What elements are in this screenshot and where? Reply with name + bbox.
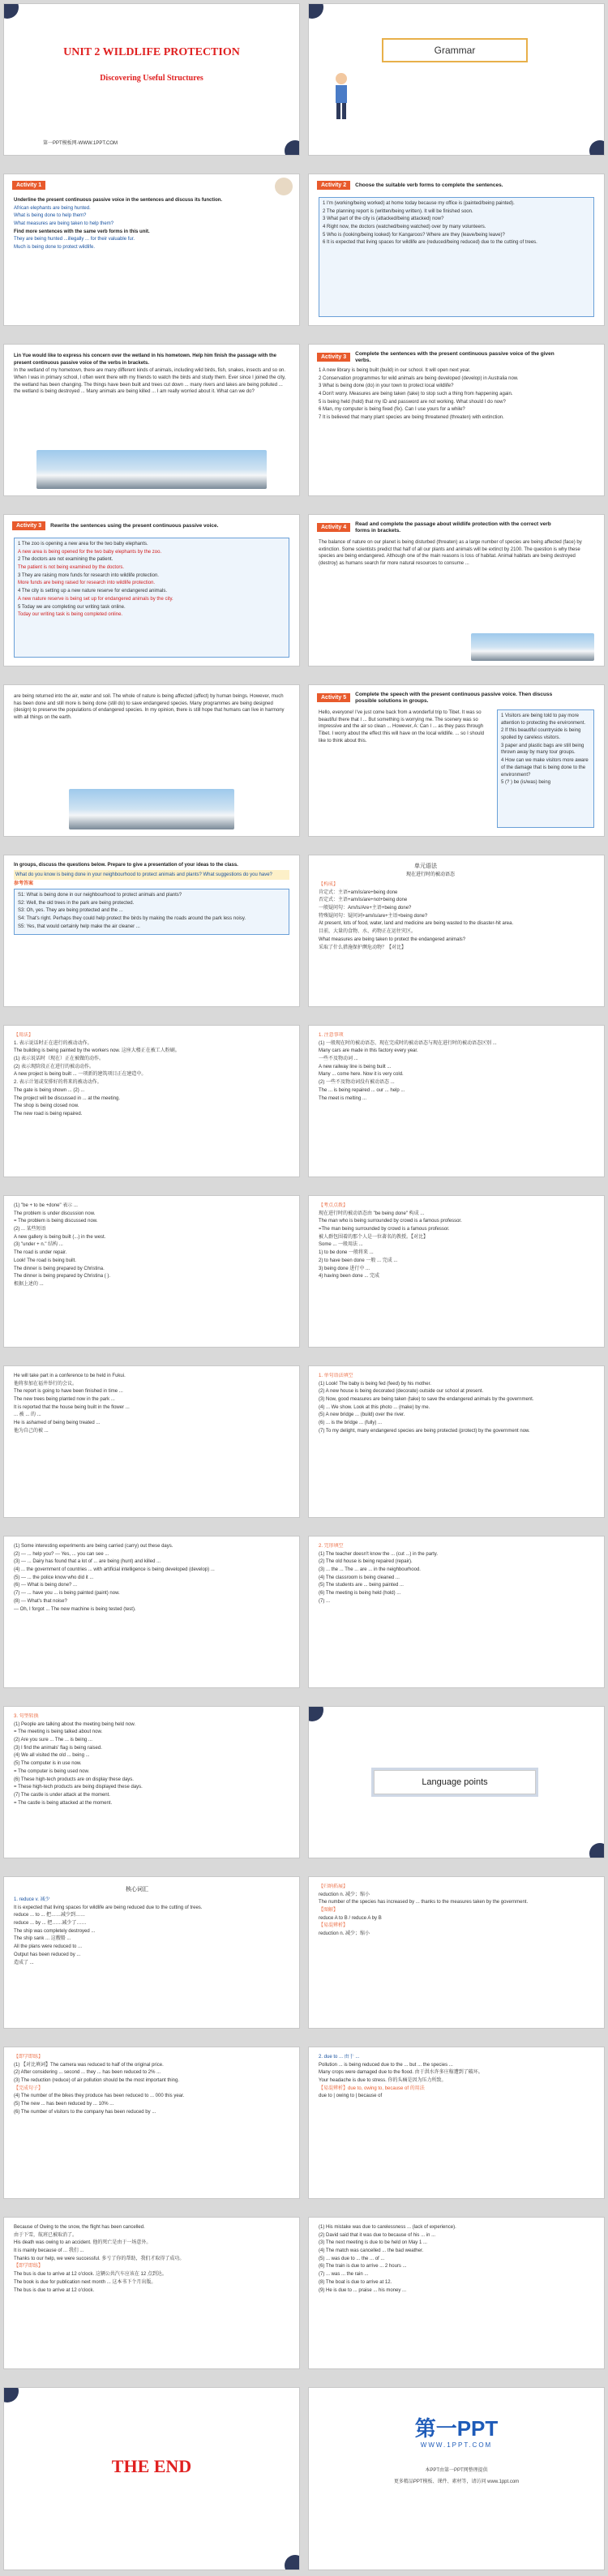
speech-text: Hello, everyone! I've just come back from a wonderful trip to Tibet. It was so beautiful there that I ... But something is worrying me. The scenery was so impressive and the air so clean ... However, A: Can I ... as they pass through Tibet. I worry about the effect this will have on the local wildlife. ... so I should like to think about this. [319,710,485,744]
text-line: 1. reduce v. 减少 [14,1897,50,1902]
text-line: 一些不及物动词 ... [319,1057,358,1062]
passage1-slide [3,344,300,496]
text-line: (1) 一般现在时的被动语态、现在完成时的被动语态与现在进行时的被动语态区别 ... [319,1040,497,1046]
text-line: 【构成】 [319,882,339,887]
activity3b-slide [3,514,300,667]
text-line: 4 How can we make visitors more aware of the damage that is being done to the environment? [501,758,589,778]
text-line: 2) to have been done 一般 ... 完成 ... [319,1258,398,1263]
text-line: It is reported that the house being built in the flower ... [14,1404,130,1410]
text-line: The problem is under discussion now. [14,1211,96,1216]
passage-text: The balance of nature on our planet is being disturbed (threaten) as a large number of species are being affected (face) by extinction. Some scientists predict that half of all our plants and animals will be extinct by 2100. The question is why these species are being endangered. Although one of the main reasons is loss of habitat. Animal habitats are being destroyed (destroy) as humans search for more natural resources to consume ... [319,540,582,567]
sentences-slide [3,1365,300,1518]
wetland-photo [36,450,267,489]
text-line: (2) After considering ... second ... they ... has been reduced to 2% ... [14,2070,161,2076]
text-line: 由于下雪，航班已被取消了。 [14,2232,78,2238]
text-line: 5 (? ) be (is/was) being [501,780,551,786]
text-line: The new road is being repaired. [14,1111,83,1117]
text-line: (4) The match was cancelled ... the bad weather. [319,2248,424,2254]
text-line: (3) "under + n." 结构 ... [14,1242,63,1248]
text-line: (4) The number of the bikes they produce has been reduced to ... 000 this year. [14,2094,185,2099]
usage2-slide [3,1195,300,1348]
activity-tag: Activity 5 [317,693,350,702]
text-line: (6) --- What is being done? ... [14,1583,78,1588]
vocab-slide [3,1876,300,2029]
decor-dot [285,140,300,156]
text-line: The bus is due to arrive at 12 o'clock. [14,2287,95,2293]
text-line: 2 If this beautiful countryside is being spoiled by careless visitors. [501,728,581,741]
ref-label: 参考答案 [14,881,34,887]
exercise1-slide [308,1365,605,1518]
text-line: Look! The road is being built. [14,1258,76,1263]
text-line: (4) ... We show. Look at this photo ... (make) by me. [319,1404,430,1410]
answer-line: More funds are being raised for research into wildlife protection. [18,581,156,586]
text-line: (2) ... 某些短语 [14,1227,46,1232]
text-line: 2. due to ... 由于 ... [319,2055,360,2060]
text-line: = The castle is being attacked at the moment. [14,1800,113,1806]
text-line: 1) to be done 一般将来 ... [319,1250,374,1256]
answer-line: The patient is not being examined by the doctors. [18,565,125,571]
text-line: The ship sank ... 这艘船 ... [14,1936,71,1942]
end-title: THE END [111,2456,192,2476]
text-line: 5 Today we are completing our writing task online. [18,604,126,610]
text-line: Your headache is due to stress. 你的头痛是因为压力所致。 [319,2078,447,2084]
decor-dot [308,1706,323,1721]
activity-tag: Activity 3 [12,521,45,530]
exercise2-right-slide [308,1536,605,1688]
text-line: (1) Some interesting experiments are being carried (carry) out these days. [14,1544,173,1549]
text-line: Some ... 一般用法 ... [319,1242,363,1248]
activity-title: Choose the suitable verb forms to complete the sentences. [355,182,503,188]
text-line: (3) Now, good measures are being taken (take) to save the endangered animals by the government. [319,1397,534,1403]
text-line: (4) ... the government of countries ... with artificial intelligence is being developed (develop) ... [14,1567,215,1573]
text-line: A new railway line is being built ... [319,1064,392,1069]
text-line: (5) The computer is in use now. [14,1761,82,1767]
decor-dot [589,1843,605,1858]
passage-title: Lin Yue would like to express his concern over the wetland in his hometown. Help him finish the passage with the present continuous passive voice of the verbs in brackets. [14,354,276,366]
text-line: The ship was completely destroyed ... [14,1928,96,1934]
text-line: Find more sentences with the same verb forms in this unit. [14,229,150,234]
brand-slide [308,2387,605,2570]
text-line: reduce A to B / reduce A by B [319,1915,382,1921]
text-line: What measures are being taken to protect the endangered animals? [319,937,466,942]
text-line: The ... is being repaired ... our ... help ... [319,1087,405,1093]
activity3-slide [308,344,605,496]
text-line: (7) To my delight, many endangered species are being protected (protect) by the government now. [319,1428,530,1434]
text-line: The dinner is being prepared by Christina ( ). [14,1274,111,1279]
text-line: Because of Owing to the snow, the flight has been cancelled. [14,2225,145,2230]
text-line: (1) 【对比填词】The camera was reduced to half of the original price. [14,2062,164,2068]
text-line: (9) He is due to ... praise ... his money ... [319,2287,407,2293]
text-line: All the plans were reduced to ... [14,1944,83,1950]
section-header: 核心词汇 [126,1887,148,1892]
text-line: The number of the species has increased by ... thanks to the measures taken by the government. [319,1900,529,1905]
text-line: = The computer is being used now. [14,1768,90,1774]
text-line: (6) ... is the bridge ... (fully) ... [319,1421,383,1426]
activity-title: Complete the speech with the present continuous passive voice. Then discuss possible solutions in groups. [355,692,553,704]
text-line: The meet is melting ... [319,1095,367,1101]
text-line: S2: Well, the old trees in the park are being protected. [18,900,135,906]
text-line: 被人群包围着的那个人是一位著名的教授。【对比】 [319,1234,429,1240]
vocab2-right-slide [308,2047,605,2199]
text-line: S3: Oh, yes. They are being protected and the ... [18,908,123,914]
text-line: He is ashamed of being being treated ... [14,1421,101,1426]
usage2-notes-slide [308,1195,605,1348]
text-line: 3 paper and plastic bags are still being thrown away by many tour groups. [501,743,584,756]
vocab3-slide [3,2217,300,2369]
text-line: A new project is being built ... 一项新的建筑项目正在建造中。 [14,1072,147,1078]
text-line: Pollution ... is being reduced due to the ... but ... the species ... [319,2062,453,2068]
activity-title: Underline the present continuous passive voice in the sentences and discuss its function. [14,198,223,203]
brand-line: 更多精品PPT模板、课件、素材等，请访问 www.1ppt.com [393,2480,520,2484]
text-line: reduction n. 减少；缩小 [319,1892,370,1897]
text-line: (6) The meeting is being held (hold) ... [319,1591,401,1597]
text-line: 【归纳拓展】 [319,1884,349,1889]
decor-dot [285,2555,300,2570]
text-line: 否定式：主语+am/is/are+not+being done [319,898,408,903]
text-line: (6) The train is due to arrive ... 2 hours ... [319,2264,407,2270]
text-line: 【即学即练】 [14,2264,44,2270]
text-line: 5 is being held (hold) that my ID and password are not working. What should I do now? [319,399,506,405]
text-line: (7) --- ... have you ... is being painted (paint) now. [14,1591,120,1597]
text-line: 2. 完形填空 [319,1544,344,1549]
exercise2-slide [3,1536,300,1688]
text-line: 1. 单句语法填空 [319,1374,353,1378]
text-line: They are being hunted ...illegally ... for their valuable fur. [14,237,135,242]
landscape-photo [471,633,594,661]
group-discussion-slide [3,855,300,1007]
text-line: 4) having been done ... 完成 [319,1274,380,1279]
text-line: (3) --- ... Dairy has found that a lot of ... are being (hunt) and killed ... [14,1559,161,1565]
activity-title: Complete the sentences with the present continuous passive voice of the given verbs. [355,351,554,363]
mountain-photo [69,789,234,829]
text-line: = These high-tech products are being displayed these days. [14,1785,143,1790]
text-line: Many cars are made in this factory every year. [319,1048,418,1054]
text-line: reduction n. 减少；缩小 [319,1931,370,1937]
activity-tag: Activity 3 [317,353,350,362]
text-line: (1) "be + to be +done" 表示 ... [14,1203,78,1208]
question-text: What do you know is being done in your neighbourhood to protect animals and plants? What suggestions do you have? [14,870,289,881]
text-line: 2 The planning report is (written/being written). It will be finished soon. [323,208,473,214]
text-line: The book is due for publication next month ... 这本书下个月出版。 [14,2279,156,2285]
grammar-slide [308,3,605,156]
text-line: It is mainly because of ... 我们 ... [14,2248,84,2254]
text-line: 【易混辨析】due to, owing to, because of 的用法 [319,2085,425,2091]
passage-text: In the wetland of my hometown, there are many different kinds of animals, including wild birds, fish, snakes, insects and so on. When I was in primary school, I often went there with my friends to watch the birds and study them. Ever since I joined the city, the wetland has been changing. The things have been built and trees cut down ... many rivers and lakes are being polluted ... the wetland is being destroyed ... Many animals are being killed ... I am really worried about it. What can we do? [14,368,286,395]
text-line: (2) A new house is being decorated (decorate) outside our school at present. [319,1389,484,1395]
text-line: Much is being done to protect wildlife. [14,245,96,251]
text-line: (5) The new ... has been reduced by ... 10% ... [14,2102,114,2107]
text-line: 6 It is expected that living spaces for wildlife are (reduced/being reduced) due to the cutting of trees. [323,240,537,246]
text-line: 4 The city is setting up a new nature reserve for endangered animals. [18,589,167,594]
text-line: 3 They are raising more funds for research into wildlife protection. [18,572,159,578]
text-line: reduce ... to ... 把……减少到…… [14,1913,86,1918]
usage-slide [3,1025,300,1177]
activity-title: Rewrite the sentences using the present continuous passive voice. [50,522,219,529]
text-line: (4) We all visited the old ... being ... [14,1753,90,1759]
activity-tag: Activity 1 [12,181,45,190]
text-line: African elephants are being hunted. [14,205,91,211]
vocab2-slide [3,2047,300,2199]
text-line: The new trees being planted now in the park ... [14,1397,115,1403]
decor-dot [275,178,293,195]
text-line: (2) --- ... help you? --- Yes, ... you can see ... [14,1551,109,1557]
text-line: 【图解】 [319,1908,339,1914]
text-line: (2) 一些不及物动词没有被动语态 ... [319,1080,395,1086]
text-line: He will take part in a conference to be held in Fukui. [14,1374,126,1378]
answer-line: Today our writing task is being completed online. [18,612,123,618]
text-line: The building is being painted by the workers now. 这座大楼正在被工人粉刷。 [14,1048,180,1054]
text-line: At present, lots of food, water, land and medicine are being wasted to the disaster-hit area. [319,921,514,927]
text-line: (6) The number of visitors to the company has been reduced by ... [14,2109,156,2115]
language-points-slide [308,1706,605,1858]
text-line: His death was owing to an accident. 他的死亡是由于一场意外。 [14,2240,152,2246]
text-line: (3) ... the ... The ... are ... in the neighbourhood. [319,1567,421,1573]
text-line: What measures are being taken to help them? [14,221,114,227]
text-line: The gate is being shown ... (2) ... [14,1087,85,1093]
text-line: (2) 表示现阶段正在进行的被动动作。 [14,1064,95,1069]
text-line: 1 I'm (working/being worked) at home today because my office is (painted/being painted). [323,201,515,206]
text-line: 1. 表示说话时正在进行的被动动作。 [14,1040,92,1046]
boy-figure-icon [325,69,358,126]
cover-footer: 第一PPT模板网-WWW.1PPT.COM [43,141,118,146]
text-line: A new gallery is being built (...) in the west. [14,1234,106,1240]
text-line: 4 Right now, the doctors (watched/being watched) over by many volunteers. [323,225,486,230]
cover-slide [3,3,300,156]
text-line: 2 Conservation programmes for wild animals are being developed (develop) in Australia now. [319,375,519,381]
text-line: The project will be discussed in ... at the meeting. [14,1095,121,1101]
text-line: ... 被 ... 的 ... [14,1412,41,1418]
text-line: The report is going to have been finished in time ... [14,1389,123,1395]
text-line: (6) These high-tech products are on display these days. [14,1777,134,1782]
text-line: (8) --- What's that noise? [14,1598,67,1604]
vocab3-right-slide [308,2217,605,2369]
grammar-notes-slide [308,855,605,1007]
text-line: 4 Don't worry. Measures are being taken (take) to stop such a thing from happening again. [319,392,513,397]
activity-title: In groups, discuss the questions below. Prepare to give a presentation of your ideas to the class. [14,863,238,868]
text-line: Output has been reduced by ... [14,1952,81,1957]
text-line: (8) The boat is due to arrive at 12. [319,2279,392,2285]
text-line: 他将参加在福井举行的会议。 [14,1381,78,1387]
text-line: 【用法】 [14,1033,34,1038]
text-line: The road is under repair. [14,1250,67,1256]
decor-dot [308,3,323,19]
text-line: 【完成句子】 [14,2085,44,2091]
text-line: 特殊疑问句：疑问词+am/is/are+主语+being done? [319,913,428,919]
text-line: 3 What is being done (do) in your town to protect local wildlife? [319,384,454,389]
passage4b-slide [3,684,300,837]
text-line: Thanks to our help, we were successful. 多亏了你的帮助，我们才取得了成功。 [14,2256,185,2261]
text-line: (1) The teacher doesn't know the ... (cut ...) in the party. [319,1551,438,1557]
end-slide [3,2387,300,2570]
text-line: (2) David said that it was due to because of his ... in ... [319,2232,436,2238]
decor-dot [3,2387,19,2402]
text-line: due to | owing to | because of [319,2094,383,2099]
text-line: --- Oh, I forgot ... The new machine is being tested (test). [14,1606,136,1612]
text-line: 造成了 ... [14,1960,34,1965]
section-header: 单元语法 [414,864,437,869]
decor-dot [589,140,605,156]
text-line: (2) The old house is being repaired (repair). [319,1559,413,1565]
brand-logo: 第一PPT [414,2416,499,2441]
text-line: 3 What part of the city is (attacked/being attacked) now? [323,216,444,222]
text-line: (1) 表示说话时（现在）正在被做的动作。 [14,1057,105,1062]
text-line: S4: That's right. Perhaps they could help protect the birds by making the roads around the park less noisy. [18,916,246,922]
section-subheader: 现在进行时的被动语态 [406,872,456,877]
text-line: Many ... come here. Now it is very cold. [319,1072,404,1078]
text-line: (3) The reduction (reduce) of air pollution should be the most important thing. [14,2078,179,2084]
cover-title: UNIT 2 WILDLIFE PROTECTION [63,46,240,58]
text-line: = The problem is being discussed now. [14,1219,98,1224]
activity2-slide [308,174,605,326]
text-line: (3) I find the animals' flag is being raised. [14,1745,102,1751]
text-line: 1 A new library is being built (build) in our school. It will open next year. [319,368,471,373]
text-line: 【考点点拨】 [319,1203,349,1208]
text-line: 1 The zoo is opening a new area for the two baby elephants. [18,542,148,546]
text-line: Many crops were damaged due to the flood. 由于洪水许多庄稼遭到了破坏。 [319,2070,483,2076]
text-line: =The man being surrounded by crowd is a famous professor. [319,1227,450,1232]
text-line: 1. 注意事项 [319,1033,344,1038]
text-line: It is expected that living spaces for wildlife are being reduced due to the cutting of trees. [14,1905,203,1910]
brand-line: 本PPT由第一PPT网整理提供 [425,2468,488,2473]
text-line: (7) ... was ... the rain ... [319,2272,369,2278]
text-line: 2 The doctors are not examining the patient. [18,557,113,563]
activity5-slide [308,684,605,837]
text-line: S1: What is being done in our neighbourhood to protect animals and plants? [18,893,182,898]
passage-text: are being returned into the air, water and soil. The whole of nature is being affected (affect) by human beings. However, much has been done and still more is being done (still do) to save endangered species. Many programmes are being designed (design) to preserve the populations of endangered species. In my opinion, there is still hope that humans can live in harmony with all things on the earth. [14,694,285,721]
text-line: 他为自己的被 ... [14,1428,49,1434]
text-line: (4) The classroom is being cleaned ... [319,1575,400,1580]
text-line: (3) The next meeting is due to be held on May 1 ... [319,2240,427,2246]
text-line: reduce ... by ... 把……减少了…… [14,1921,87,1927]
vocab-right-slide [308,1876,605,2029]
brand-url: WWW.1PPT.COM [420,2441,493,2449]
text-line: (5) A new bridge ... (build) over the river. [319,1412,405,1418]
answer-line: A new area is being opened for the two baby elephants by the zoo. [18,549,162,555]
text-line: What is being done to help them? [14,213,87,219]
activity1-slide [3,174,300,326]
text-line: 目前，大量的食物、水、药物正在运往灾区。 [319,929,417,935]
grammar-title: Grammar [382,38,528,62]
text-line: (1) Look! The baby is being fed (feed) by his mother. [319,1381,431,1387]
text-line: (1) People are talking about the meeting being held now. [14,1721,136,1727]
text-line: (1) His mistake was due to carelessness ... (lack of experience). [319,2225,456,2230]
text-line: (5) The students are ... being painted ... [319,1583,404,1588]
activity4-slide [308,514,605,667]
activity-tag: Activity 2 [317,181,350,190]
text-line: The shop is being closed now. [14,1104,79,1109]
text-line: 1 Visitors are being told to pay more attention to protecting the environment. [501,714,586,726]
text-line: 6 Man, my computer is being fixed (fix). Can I use yours for a while? [319,407,465,413]
text-line: 5 Who is (looking/being looked) for Kangaroos? Where are they (leave/being leave)? [323,232,505,238]
text-line: The man who is being surrounded by crowd is a famous professor. [319,1219,462,1224]
decor-dot [3,3,19,19]
text-line: 一般疑问句：Am/Is/Are+主语+being done? [319,906,412,911]
text-line: 现在进行时的被动语态由 "be being done" 构成 ... [319,1211,425,1216]
usage-notes-slide [308,1025,605,1177]
text-line: (7) The castle is under attack at the moment. [14,1792,110,1798]
text-line: 采取了什么措施保护濒危动物？【对比】 [319,945,407,950]
text-line: 肯定式：主语+am/is/are+being done [319,889,398,895]
text-line: 3. 句型转换 [14,1714,39,1719]
activity-title: Read and complete the passage about wildlife protection with the correct verb forms in brackets. [355,521,551,534]
exercise3-slide [3,1706,300,1858]
text-line: 2. 表示计划或安排好的将来的被动动作。 [14,1080,102,1086]
text-line: (5) ... was due to ... the ... of ... [319,2256,385,2261]
text-line: 【易混辨析】 [319,1923,349,1929]
text-line: (7) ... [319,1598,331,1604]
text-line: = The meeting is being talked about now. [14,1729,103,1735]
language-points-title: Language points [374,1770,536,1794]
text-line: 根据上述的 ... [14,1281,44,1287]
text-line: S5: Yes, that would certainly help make the air cleaner ... [18,924,140,929]
text-line: The dinner is being prepared by Christina. [14,1266,105,1271]
answer-line: A new nature reserve is being set up for endangered animals by the city. [18,596,173,602]
text-line: (2) Are you sure ... The ... is being ... [14,1738,92,1743]
activity-tag: Activity 4 [317,523,350,532]
text-line: 【即学即练】 [14,2055,44,2060]
cover-subtitle: Discovering Useful Structures [100,74,203,83]
text-line: The bus is due to arrive at 12 o'clock. 这辆公共汽车应该在 12 点到达。 [14,2272,167,2278]
text-line: 7 It is believed that many plant species are being threatened (threaten) with extinction. [319,415,504,421]
text-line: 3) being done 进行中 ... [319,1266,370,1271]
text-line: (5) --- ... the police know who did it ... [14,1575,94,1580]
